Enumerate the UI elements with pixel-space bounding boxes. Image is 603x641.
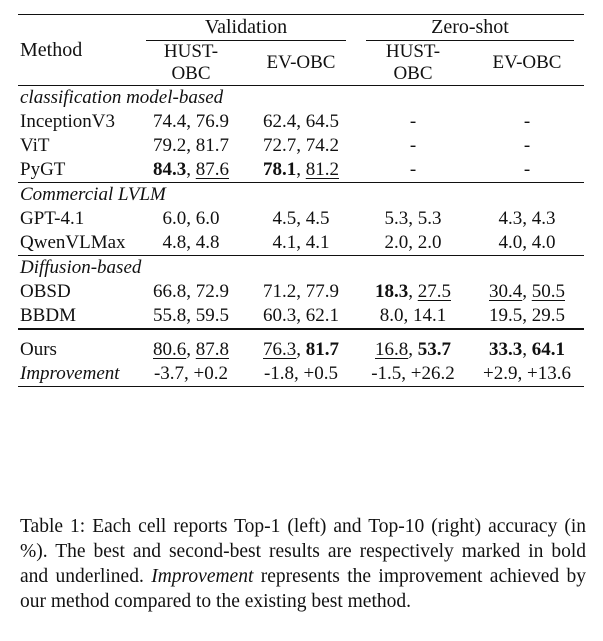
- cell-value: 4.0: [531, 232, 556, 253]
- value-cell: [470, 134, 584, 158]
- cell-value: 72.9: [195, 281, 229, 302]
- cell-value: -: [523, 111, 531, 132]
- cell-value: 4.8: [162, 232, 187, 253]
- cell-value: 74.4: [153, 111, 187, 132]
- cell-value: 18.3: [375, 281, 409, 302]
- value-cell: 33.3, 64.1: [470, 329, 584, 362]
- value-cell: 16.8, 53.7: [356, 329, 470, 362]
- section-label-row: [18, 86, 584, 111]
- value-cell: 80.6, 87.8: [136, 329, 246, 362]
- cell-value: +26.2: [410, 363, 455, 384]
- table-caption: [20, 514, 586, 614]
- cell-value: 76.9: [195, 111, 229, 132]
- cell-value: 8.0: [379, 305, 404, 326]
- cell-value: 72.7: [263, 135, 297, 156]
- value-cell: +2.9, +13.6: [470, 362, 584, 387]
- value-cell: 66.8, 72.9: [153, 281, 229, 302]
- cell-value: 74.2: [305, 135, 339, 156]
- cell-value: -: [409, 159, 417, 180]
- cell-value: 33.3: [489, 339, 523, 360]
- cell-value: 80.6: [153, 339, 187, 360]
- value-cell: -1.8, +0.5: [246, 362, 356, 387]
- cell-value: 6.0: [162, 208, 187, 229]
- table-row: [18, 362, 584, 387]
- value-cell: -1.5, +26.2: [356, 362, 470, 387]
- cell-value: 87.6: [195, 159, 229, 180]
- cell-value: 84.3: [153, 159, 187, 180]
- cell-value: 2.0: [384, 232, 409, 253]
- section-label: Commercial LVLM: [18, 183, 584, 208]
- cell-value: 81.2: [305, 159, 339, 180]
- sub-header-val-ev-obc: EV-OBC: [266, 52, 336, 73]
- cell-value: 5.3: [384, 208, 409, 229]
- cell-value: -1.5: [371, 363, 402, 384]
- cell-value: 53.7: [417, 339, 451, 360]
- method-cell: BBDM: [20, 305, 76, 326]
- cell-value: 81.7: [305, 339, 339, 360]
- value-cell: 18.3, 27.5: [375, 281, 451, 302]
- cell-value: 59.5: [195, 305, 229, 326]
- table-row: [18, 329, 584, 362]
- cell-value: 64.5: [305, 111, 339, 132]
- value-cell: 4.1, 4.1: [272, 232, 330, 253]
- group-header-row: [18, 15, 584, 42]
- cell-value: 4.1: [272, 232, 297, 253]
- method-cell: InceptionV3: [20, 111, 115, 132]
- value-cell: 71.2, 77.9: [263, 281, 339, 302]
- value-cell: 78.1, 81.2: [263, 159, 339, 180]
- cell-value: +0.5: [303, 363, 339, 384]
- value-cell: [470, 110, 584, 134]
- cell-value: 4.5: [272, 208, 297, 229]
- caption-text-1: Table 1: Each cell reports Top-1 (left) and Top-10 (right) accuracy (in %). The best and second-best results are respectively marked in bold and underlined.: [20, 515, 586, 587]
- value-cell: [356, 110, 470, 134]
- value-cell: 4.5, 4.5: [272, 208, 330, 229]
- value-cell: 30.4, 50.5: [489, 281, 565, 302]
- value-cell: 72.7, 74.2: [263, 135, 339, 156]
- group-header-zero-shot: Zero-shot: [356, 15, 584, 42]
- value-cell: 4.3, 4.3: [498, 208, 556, 229]
- method-cell: PyGT: [20, 159, 66, 180]
- value-cell: [356, 134, 470, 158]
- cell-value: 71.2: [263, 281, 297, 302]
- cell-value: 79.2: [153, 135, 187, 156]
- section-label: classification model-based: [18, 86, 584, 111]
- results-table: [18, 14, 584, 387]
- cell-value: +0.2: [193, 363, 229, 384]
- value-cell: 2.0, 2.0: [384, 232, 442, 253]
- cell-value: +2.9: [483, 363, 518, 384]
- cell-value: 19.5: [489, 305, 523, 326]
- cell-value: 16.8: [375, 339, 409, 360]
- table-body: [18, 86, 584, 387]
- cell-value: 4.8: [195, 232, 220, 253]
- cell-value: 4.0: [498, 232, 523, 253]
- table-row: [18, 207, 584, 231]
- value-cell: [356, 158, 470, 183]
- cell-value: 27.5: [417, 281, 451, 302]
- sub-header-zs-ev-obc: EV-OBC: [492, 52, 562, 73]
- method-cell: QwenVLMax: [20, 232, 126, 253]
- cell-value: -: [409, 135, 417, 156]
- table-row: [18, 280, 584, 304]
- cell-value: +13.6: [527, 363, 571, 384]
- section-label-row: [18, 183, 584, 208]
- cell-value: 87.8: [195, 339, 229, 360]
- value-cell: 4.0, 4.0: [498, 232, 556, 253]
- table-row: [18, 231, 584, 256]
- value-cell: 84.3, 87.6: [153, 159, 229, 180]
- cell-value: 4.3: [498, 208, 523, 229]
- cell-value: 64.1: [531, 339, 565, 360]
- caption-italic-term: Improvement: [151, 565, 254, 587]
- cell-value: 30.4: [489, 281, 523, 302]
- cell-value: 4.1: [305, 232, 330, 253]
- cell-value: 6.0: [195, 208, 220, 229]
- table-row: [18, 134, 584, 158]
- value-cell: 74.4, 76.9: [153, 111, 229, 132]
- cell-value: -1.8: [263, 363, 295, 384]
- section-label: Diffusion-based: [18, 256, 584, 281]
- cell-value: 4.5: [305, 208, 330, 229]
- cell-value: -3.7: [153, 363, 185, 384]
- cell-value: 78.1: [263, 159, 297, 180]
- cell-value: 62.4: [263, 111, 297, 132]
- cell-value: -: [409, 111, 417, 132]
- group-header-validation: Validation: [136, 15, 356, 42]
- table-row: [18, 110, 584, 134]
- cell-value: 29.5: [531, 305, 565, 326]
- table-row: [18, 158, 584, 183]
- value-cell: 55.8, 59.5: [153, 305, 229, 326]
- value-cell: 5.3, 5.3: [384, 208, 442, 229]
- cell-value: 60.3: [263, 305, 297, 326]
- cell-value: 81.7: [195, 135, 229, 156]
- value-cell: 60.3, 62.1: [263, 305, 339, 326]
- cell-value: 76.3: [263, 339, 297, 360]
- cell-value: 14.1: [413, 305, 447, 326]
- caption-text-2: represents the improvement achieved by our method compared to the existing best method.: [20, 565, 586, 612]
- cell-value: 55.8: [153, 305, 187, 326]
- sub-header-zs-hust-obc: HUST- OBC: [385, 41, 441, 84]
- method-cell: Ours: [18, 329, 136, 362]
- value-cell: 6.0, 6.0: [162, 208, 220, 229]
- value-cell: 62.4, 64.5: [263, 111, 339, 132]
- value-cell: [470, 158, 584, 183]
- value-cell: 4.8, 4.8: [162, 232, 220, 253]
- cell-value: 4.3: [531, 208, 556, 229]
- sub-header-val-hust-obc: HUST- OBC: [163, 41, 219, 84]
- method-cell: GPT-4.1: [20, 208, 85, 229]
- cell-value: 2.0: [417, 232, 442, 253]
- cell-value: -: [523, 159, 531, 180]
- section-label-row: [18, 256, 584, 281]
- value-cell: 8.0, 14.1: [379, 305, 447, 326]
- table-row: [18, 304, 584, 329]
- cell-value: 62.1: [305, 305, 339, 326]
- cell-value: 77.9: [305, 281, 339, 302]
- value-cell: 19.5, 29.5: [489, 305, 565, 326]
- cell-value: 50.5: [531, 281, 565, 302]
- value-cell: 76.3, 81.7: [246, 329, 356, 362]
- value-cell: -3.7, +0.2: [136, 362, 246, 387]
- cell-value: -: [523, 135, 531, 156]
- method-cell: ViT: [20, 135, 50, 156]
- cell-value: 5.3: [417, 208, 442, 229]
- method-cell: Improvement: [18, 362, 136, 387]
- cell-value: 66.8: [153, 281, 187, 302]
- method-column-header: Method: [18, 15, 136, 86]
- method-cell: OBSD: [20, 281, 71, 302]
- value-cell: 79.2, 81.7: [153, 135, 229, 156]
